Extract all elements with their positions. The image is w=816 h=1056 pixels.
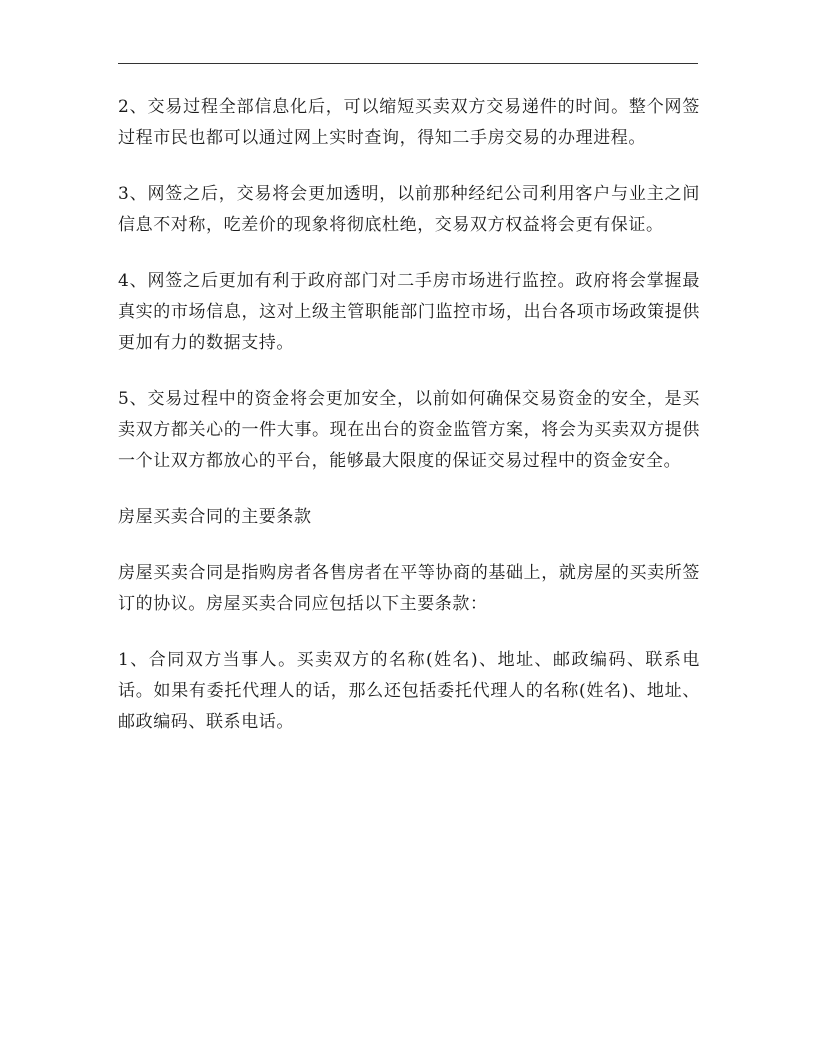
paragraph-benefit-5: 5、交易过程中的资金将会更加安全，以前如何确保交易资金的安全，是买卖双方都关心的一件大事。现在出台的资金监管方案，将会为买卖双方提供一个让双方都放心的平台，能够最大限度的保证交易过程中的资金安全。 xyxy=(118,389,700,471)
section-heading-contract-terms: 房屋买卖合同的主要条款 xyxy=(118,507,312,527)
header-rule xyxy=(118,63,698,64)
paragraph-contract-intro: 房屋买卖合同是指购房者各售房者在平等协商的基础上，就房屋的买卖所签订的协议。房屋买卖合同应包括以下主要条款： xyxy=(118,563,700,614)
paragraph-benefit-4: 4、网签之后更加有利于政府部门对二手房市场进行监控。政府将会掌握最真实的市场信息，这对上级主管职能部门监控市场，出台各项市场政策提供更加有力的数据支持。 xyxy=(118,271,700,353)
paragraph-term-1: 1、合同双方当事人。买卖双方的名称(姓名)、地址、邮政编码、联系电话。如果有委托代理人的话，那么还包括委托代理人的名称(姓名)、地址、邮政编码、联系电话。 xyxy=(118,650,700,732)
document-body xyxy=(118,92,700,763)
paragraph-benefit-2: 2、交易过程全部信息化后，可以缩短买卖双方交易递件的时间。整个网签过程市民也都可以通过网上实时查询，得知二手房交易的办理进程。 xyxy=(118,97,700,148)
paragraph-benefit-3: 3、网签之后，交易将会更加透明，以前那种经纪公司利用客户与业主之间信息不对称，吃差价的现象将彻底杜绝，交易双方权益将会更有保证。 xyxy=(118,184,700,235)
